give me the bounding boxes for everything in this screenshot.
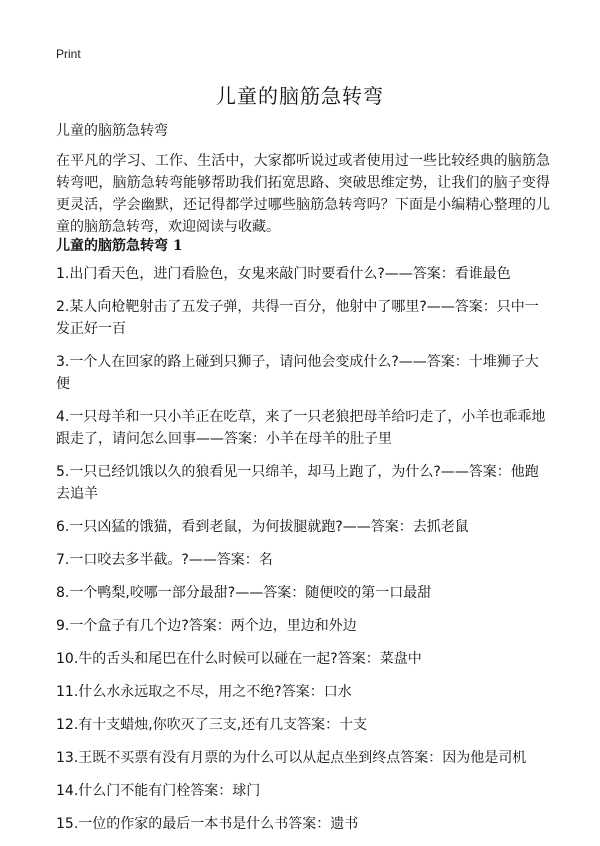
list-item: 9.一个盒子有几个边?答案：两个边，里边和外边: [56, 618, 357, 634]
page-title: 儿童的脑筋急转弯: [216, 84, 384, 108]
list-item: 10.牛的舌头和尾巴在什么时候可以碰在一起?答案：菜盘中: [56, 651, 422, 667]
intro-paragraph: 在平凡的学习、工作、生活中，大家都听说过或者使用过一些比较经典的脑筋急转弯吧，脑筋急转弯能够帮助我们拓宽思路、突破思维定势，让我们的脑子变得更灵活，学会幽默，还记得都学过哪些脑筋急转弯吗？下面是小编精心整理的儿童的脑筋急转弯，欢迎阅读与收藏。: [56, 153, 550, 235]
list-item: 11.什么水永远取之不尽，用之不绝?答案：口水: [56, 684, 352, 700]
print-link[interactable]: Print: [56, 47, 81, 61]
section-heading: 儿童的脑筋急转弯 1: [56, 238, 183, 254]
list-item: 3.一个人在回家的路上碰到只狮子，请问他会变成什么?——答案：十堆狮子大便: [56, 354, 539, 392]
list-item: 14.什么门不能有门栓答案：球门: [56, 783, 261, 799]
list-item: 5.一只已经饥饿以久的狼看见一只绵羊，却马上跑了，为什么?——答案：他跑去追羊: [56, 464, 539, 502]
list-item: 15.一位的作家的最后一本书是什么书答案：遗书: [56, 816, 359, 832]
qa-list: [56, 263, 550, 846]
list-item: 7.一口咬去多半截。?——答案：名: [56, 552, 273, 568]
list-item: 13.王既不买票有没有月票的为什么可以从起点坐到终点答案：因为他是司机: [56, 750, 527, 766]
list-item: 12.有十支蜡烛,你吹灭了三支,还有几支答案：十支: [56, 717, 368, 733]
article-subtitle: 儿童的脑筋急转弯: [56, 123, 168, 139]
list-item: 4.一只母羊和一只小羊正在吃草，来了一只老狼把母羊给叼走了，小羊也乖乖地跟走了，请问怎么回事——答案：小羊在母羊的肚子里: [56, 409, 546, 447]
list-item: 8.一个鸭梨,咬哪一部分最甜?——答案：随便咬的第一口最甜: [56, 585, 432, 601]
list-item: 1.出门看天色，进门看脸色，女鬼来敲门时要看什么?——答案：看谁最色: [56, 266, 511, 282]
list-item: 2.某人向枪靶射击了五发子弹，共得一百分，他射中了哪里?——答案：只中一发正好一百: [56, 299, 539, 337]
list-item: 6.一只凶猛的饿猫，看到老鼠，为何拔腿就跑?——答案：去抓老鼠: [56, 519, 469, 535]
